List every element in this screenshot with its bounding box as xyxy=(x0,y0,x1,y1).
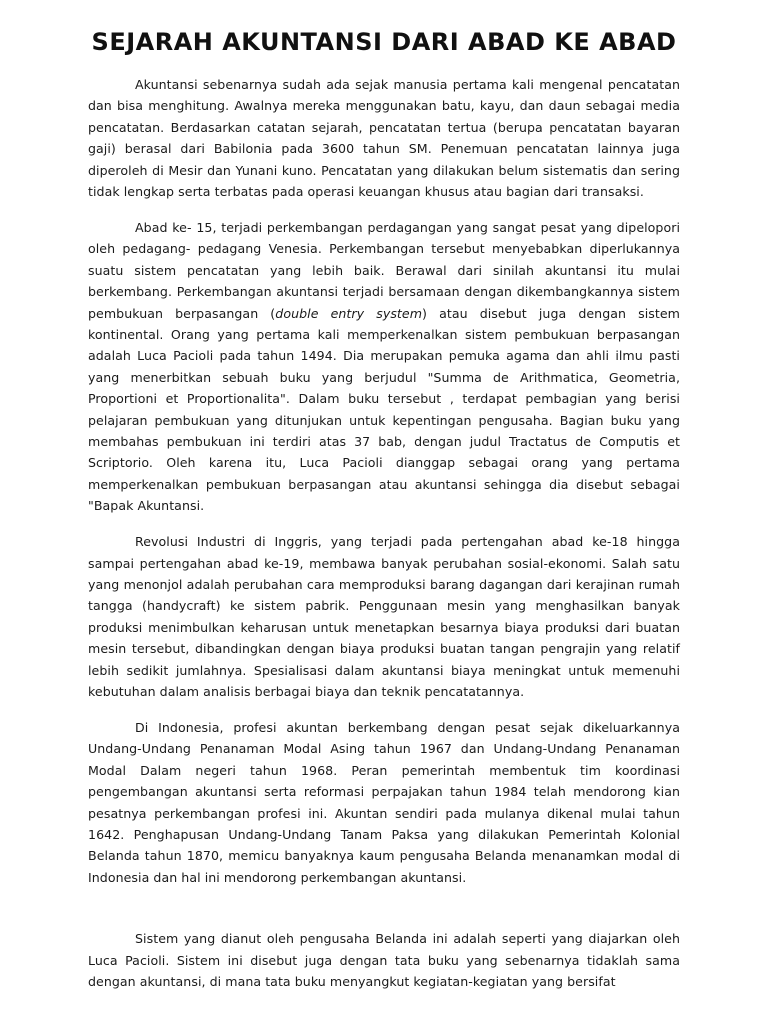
double-entry-term: double entry system xyxy=(275,305,423,321)
paragraph-dutch-system: Sistem yang dianut oleh pengusaha Belanda ini adalah seperti yang diajarkan oleh Luca Pacioli. Sistem ini disebut juga dengan tata buku yang sebenarnya tidaklah sama dengan akuntansi, di mana tata buku menyangkut kegiatan-kegiatan yang bersifat xyxy=(88,931,680,989)
paragraph-origins: Akuntansi sebenarnya sudah ada sejak manusia pertama kali mengenal pencatatan dan bisa menghitung. Awalnya mereka menggunakan batu, kayu, dan daun sebagai media pencatatan. Berdasarkan catatan sejarah, pencatatan tertua (berupa pencatatan bayaran gaji) berasal dari Babilonia pada 3600 tahun SM. Penemuan pencatatan lainnya juga diperoleh di Mesir dan Yunani kuno. Pencatatan yang dilakukan belum sistematis dan sering tidak lengkap serta terbatas pada operasi keuangan khusus atau bagian dari transaksi. xyxy=(88,77,680,200)
paragraph-industrial-revolution: Revolusi Industri di Inggris, yang terjadi pada pertengahan abad ke-18 hingga sampai pertengahan abad ke-19, membawa banyak perubahan sosial-ekonomi. Salah satu yang menonjol adalah perubahan cara memproduksi barang dagangan dari kerajinan rumah tangga (handycraft) ke sistem pabrik. Penggunaan mesin yang menghasilkan banyak produksi menimbulkan keharusan untuk menetapkan besarnya biaya produksi dari buatan mesin tersebut, dibandingkan dengan biaya produksi buatan tangan pengrajin yang relatif lebih sedikit jumlahnya. Spesialisasi dalam akuntansi biaya meningkat untuk memenuhi kebutuhan dalam analisis berbagai biaya dan teknik pencatatannya. xyxy=(88,534,680,699)
page-title: SEJARAH AKUNTANSI DARI ABAD KE ABAD xyxy=(91,28,677,56)
paragraph-15th-century-text-cont: ) atau disebut juga dengan sistem kontinental. Orang yang pertama kali memperkenalkan sistem pembukuan berpasangan adalah Luca Pacioli pada tahun 1494. Dia merupakan pemuka agama dan ahli ilmu pasti yang menerbitkan sebuah buku yang berjudul "Summa de Arithmatica, Geometria, Proportioni et Proportionalita". Dalam buku tersebut , terdapat pembagian yang berisi pelajaran pembukuan yang ditunjukan untuk kepentingan pengusaha. Bagian buku yang membahas pembukuan ini terdiri atas 37 bab, dengan judul Tractatus de Computis et Scriptorio. Oleh karena itu, Luca Pacioli dianggap sebagai orang yang pertama memperkenalkan pembukuan berpasangan atau akuntansi sehingga dia disebut sebagai "Bapak Akuntansi. xyxy=(88,305,680,514)
paragraph-15th-century-text: Abad ke- 15, terjadi perkembangan perdagangan yang sangat pesat yang dipelopori oleh pedagang- pedagang Venesia. Perkembangan tersebut menyebabkan diperlukannya suatu sistem pencatatan yang lebih baik. Berawal dari sinilah akuntansi itu mulai berkembang. Perkembangan akuntansi terjadi bersamaan dengan dikembangkannya sistem pembukuan berpasangan ( xyxy=(88,219,680,321)
paragraph-indonesia: Di Indonesia, profesi akuntan berkembang dengan pesat sejak dikeluarkannya Undang-Undang Penanaman Modal Asing tahun 1967 dan Undang-Undang Penanaman Modal Dalam negeri tahun 1968. Peran pemerintah membentuk tim koordinasi pengembangan akuntansi serta reformasi perpajakan tahun 1984 telah mendorong kian pesatnya perkembangan profesi ini. Akuntan sendiri pada mulanya dikenal mulai tahun 1642. Penghapusan Undang-Undang Tanam Paksa yang dilakukan Pemerintah Kolonial Belanda tahun 1870, memicu banyaknya kaum pengusaha Belanda menanamkan modal di Indonesia dan hal ini mendorong perkembangan akuntansi. xyxy=(88,719,680,885)
paragraph-15th-century xyxy=(88,217,680,517)
